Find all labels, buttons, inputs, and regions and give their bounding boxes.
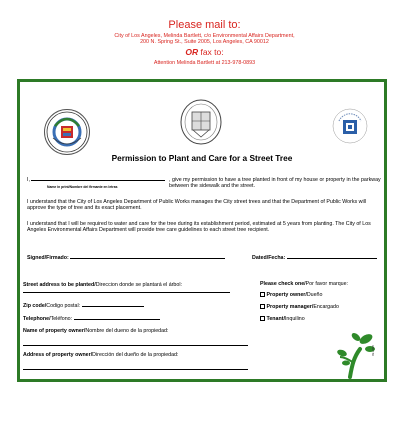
form-title: Permission to Plant and Care for a Street Tree [111,153,293,163]
option-0-en: Property owner/ [266,292,307,299]
form-code: 09.2008 [371,345,375,356]
owner-name-label-es: Nombre del dueno de la propiedad: [85,328,169,334]
option-property-manager[interactable] [260,304,339,310]
option-1-es: Encargado [313,304,339,311]
tree-logo [336,329,376,379]
mail-address-line-2: 200 N. Spring St., Suite 2005, Los Angeles, CA 90012 [140,39,269,45]
street-label-en: Street address to be planted/ [23,282,96,288]
zip-label-en: Zip code/ [23,303,47,309]
owner-name-label-en: Name of property owner/ [23,328,86,334]
check-label-es: Por favor marque: [305,281,349,287]
permission-text: , give my permission to have a tree planted in front of my house or property in the parkway between the sidewalk and the street. [169,177,381,190]
zip-row [23,303,144,309]
street-label-es: Direccion donde se plantará el árbol: [95,282,182,288]
option-0-es: Dueño [306,292,323,299]
name-line [27,177,177,183]
zip-label-es: Codigo postal: [46,303,81,309]
owner-name-field[interactable] [23,345,248,346]
dated-row [252,255,377,261]
or-label: OR [185,47,199,57]
owner-address-label-es: Dirección del dueño de la propiedad: [92,352,179,358]
check-one-label [260,281,348,287]
street-label [23,282,182,288]
signed-label: Signed/Firmado: [27,255,69,261]
dated-label: Dated/Fecha: [252,255,286,261]
option-2-en: Tenant/ [266,316,285,323]
phone-label-en: Telephone/ [23,316,51,322]
option-2-es: Inquilino [284,316,305,323]
form-box [17,79,387,382]
fax-label: fax to: [198,47,224,57]
option-tenant[interactable] [260,316,305,322]
owner-address-label [23,352,178,358]
signed-row [27,255,225,261]
owner-name-label [23,328,168,334]
check-label-en: Please check one/ [260,281,306,287]
fax-title [0,47,409,57]
paragraph-2: I understand that I will be required to water and care for the tree during its establishment period, estimated at 5 years from planting. The City of Los Angeles Environmental Affairs Department will provide tree care guidelines to each street tree recipient. [27,221,371,234]
mail-address-line-1: City of Los Angeles, Melinda Bartlett, c/o Environmental Affairs Department, [114,33,295,39]
property-owner-checkbox[interactable] [260,292,265,297]
i-label: I, [27,177,30,183]
date-field[interactable] [287,258,377,259]
phone-row [23,316,160,322]
fax-line: Attention Melinda Bartlett at 213-978-0893 [153,60,256,66]
phone-label-es: Teléfono: [50,316,73,322]
option-1-en: Property manager/ [266,304,314,311]
tenant-checkbox[interactable] [260,316,265,321]
street-address-field[interactable] [23,292,230,293]
signature-field[interactable] [70,258,225,259]
zip-field[interactable] [82,306,144,307]
public-works-seal [44,109,90,155]
name-field[interactable] [31,180,165,181]
paragraph-1: I understand that the City of Los Angeles Department of Public Works manages the City street trees and that the Department of Public Works will approve the type of tree and its exact placement. [27,199,366,212]
mail-to-title: Please mail to: [168,19,241,31]
owner-address-field[interactable] [23,369,248,370]
phone-field[interactable] [74,319,160,320]
city-seal [180,99,222,145]
owner-address-label-en: Address of property owner/ [23,352,93,358]
property-manager-checkbox[interactable] [260,304,265,309]
environmental-affairs-seal [331,107,369,145]
name-caption: Name in print/Nombre del firmante en letras [47,185,118,189]
option-property-owner[interactable] [260,292,322,298]
